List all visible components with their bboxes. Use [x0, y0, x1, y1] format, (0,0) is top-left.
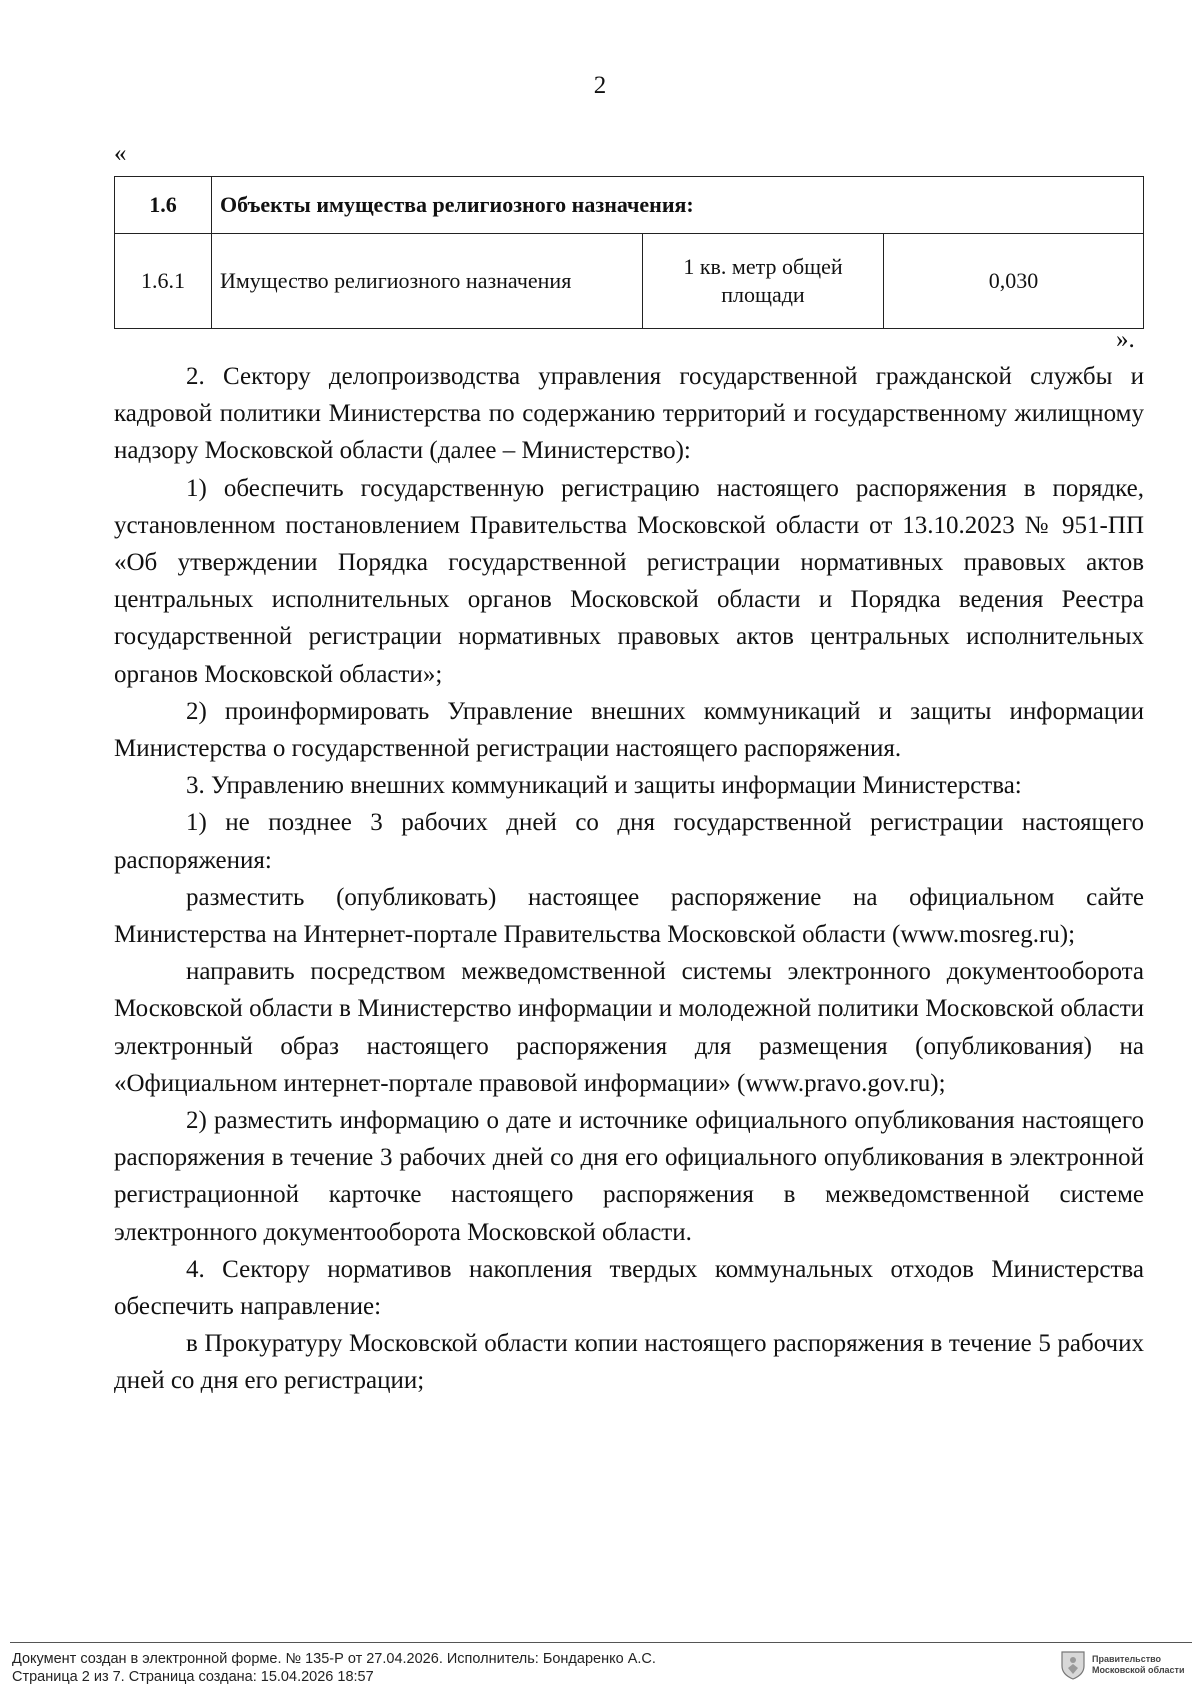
paragraph: в Прокуратуру Московской области копии настоящего распоряжения в течение 5 рабочих дней со дня его регистрации; — [114, 1330, 1144, 1395]
item-unit — [643, 234, 884, 329]
item-number: 1.6.1 — [115, 234, 212, 329]
footer-line-1: Документ создан в электронной форме. № 135-Р от 27.04.2026. Исполнитель: Бондаренко А.С. — [12, 1651, 656, 1667]
footer-info — [12, 1650, 656, 1686]
logo-line-1: Правительство — [1092, 1654, 1162, 1664]
item-name: Имущество религиозного назначения — [212, 234, 643, 329]
paragraph: 2) проинформировать Управление внешних коммуникаций и защиты информации Министерства о государственной регистрации настоящего распоряжения. — [114, 697, 1144, 763]
item-unit-line-2: площади — [721, 282, 805, 307]
norms-table — [114, 176, 1144, 329]
paragraph: 2) разместить информацию о дате и источнике официального опубликования настоящего распоряжения в течение 3 рабочих дней со дня его официального опубликования в электронной регистрационной карточке настоящего распоряжения в межведомственной системе электронного документооборота Московской области. — [114, 1107, 1144, 1246]
paragraph: 3. Управлению внешних коммуникаций и защиты информации Министерства: — [186, 772, 1022, 800]
paragraph: 1) не позднее 3 рабочих дней со дня государственной регистрации настоящего распоряжения: — [114, 809, 1144, 874]
paragraph: направить посредством межведомственной системы электронного документооборота Московской области в Министерство информации и молодежной политики Московской области электронный образ настоящего распоряжения для размещения (опубликования) на «Официальном интернет-портале правовой информации» (www.pravo.gov.ru); — [114, 958, 1144, 1097]
logo-line-2: Московской области — [1092, 1665, 1185, 1675]
item-unit-line-1: 1 кв. метр общей — [683, 254, 843, 279]
closing-quote: ». — [1116, 326, 1135, 353]
paragraph: 2. Сектору делопроизводства управления государственной гражданской службы и кадровой политики Министерства по содержанию территорий и государственному жилищному надзору Московской области (далее – Министерство): — [114, 363, 1144, 465]
paragraph: разместить (опубликовать) настоящее распоряжение на официальном сайте Министерства на Интернет-портале Правительства Московской области (www.mosreg.ru); — [114, 883, 1144, 949]
section-title: Объекты имущества религиозного назначения: — [212, 177, 1144, 234]
section-number: 1.6 — [115, 177, 212, 234]
paragraph: 4. Сектору нормативов накопления твердых коммунальных отходов Министерства обеспечить направление: — [114, 1255, 1144, 1321]
table-row — [115, 234, 1144, 329]
footer-divider — [10, 1642, 1192, 1643]
document-body — [114, 358, 1144, 1400]
footer-line-2: Страница 2 из 7. Страница создана: 15.04.2026 18:57 — [12, 1669, 374, 1685]
table-header-row — [115, 177, 1144, 234]
item-value: 0,030 — [884, 234, 1144, 329]
page-number: 2 — [593, 72, 607, 99]
paragraph: 1) обеспечить государственную регистрацию настоящего распоряжения в порядке, установленном постановлением Правительства Московской области от 13.10.2023 № 951-ПП «Об утверждении Порядка государственной регистрации нормативных правовых актов центральных исполнительных органов Московской области и Порядка ведения Реестра государственной регистрации нормативных правовых актов центральных исполнительных органов Московской области»; — [114, 474, 1144, 688]
coat-of-arms-icon — [1060, 1650, 1086, 1680]
government-logo — [1060, 1650, 1185, 1680]
opening-quote: « — [114, 140, 127, 167]
